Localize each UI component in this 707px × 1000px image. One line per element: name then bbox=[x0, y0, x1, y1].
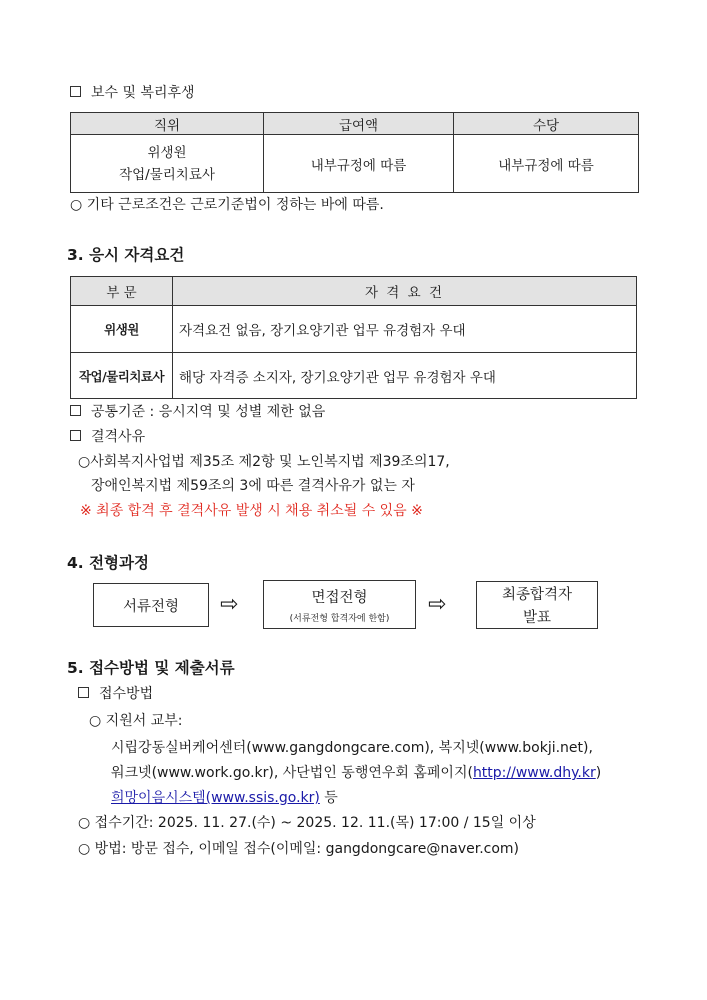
pay-header-position: 직위 bbox=[71, 113, 264, 135]
pay-table bbox=[70, 112, 639, 193]
position-sanitation: 위생원 bbox=[147, 144, 187, 161]
pay-allowance-cell: 내부규정에 따름 bbox=[454, 135, 639, 193]
process-step-interview-note: (서류전형 합격자에 한함) bbox=[289, 613, 390, 624]
pay-heading bbox=[70, 82, 195, 102]
process-step-document bbox=[93, 583, 209, 627]
pay-salary-cell: 내부규정에 따름 bbox=[264, 135, 454, 193]
method-heading bbox=[78, 683, 153, 703]
form-line2-text: 워크넷(www.work.go.kr), 사단법인 동행연우회 홈페이지( bbox=[111, 765, 473, 781]
checkbox-square-icon bbox=[70, 86, 81, 97]
form-line2 bbox=[111, 762, 601, 782]
qual-dept-cell: 위생원 bbox=[71, 306, 173, 353]
method-title: 접수방법 bbox=[99, 686, 154, 702]
pay-heading-text: 보수 및 복리후생 bbox=[91, 85, 195, 101]
form-distribution-title: ○ 지원서 교부: bbox=[89, 713, 183, 729]
form-line3-tail: 등 bbox=[319, 790, 338, 806]
table-row bbox=[71, 306, 637, 353]
common-criteria bbox=[70, 401, 325, 421]
pay-note: ○ 기타 근로조건은 근로기준법이 정하는 바에 따름. bbox=[70, 197, 384, 213]
qual-dept-cell: 작업/물리치료사 bbox=[71, 353, 173, 399]
checkbox-square-icon bbox=[70, 430, 81, 441]
arrow-right-icon: ⇨ bbox=[428, 592, 447, 617]
qual-req-cell: 자격요건 없음, 장기요양기관 업무 유경험자 우대 bbox=[173, 306, 637, 353]
process-step-interview bbox=[263, 580, 416, 629]
pay-header-salary: 급여액 bbox=[264, 113, 454, 135]
process-step-document-label: 서류전형 bbox=[122, 598, 180, 615]
section4-title: 4. 전형과정 bbox=[67, 554, 149, 572]
disqualification-line1: ○사회복지사업법 제35조 제2항 및 노인복지법 제39조의17, bbox=[78, 454, 450, 470]
process-step-final-line1: 최종합격자 bbox=[501, 587, 573, 603]
form-line3 bbox=[111, 787, 338, 807]
table-row bbox=[71, 353, 637, 399]
disqualification-heading bbox=[70, 426, 145, 446]
checkbox-square-icon bbox=[78, 687, 89, 698]
qualification-table bbox=[70, 276, 637, 399]
section3-title: 3. 응시 자격요건 bbox=[67, 246, 185, 264]
disqualification-title: 결격사유 bbox=[91, 429, 146, 445]
position-therapist: 작업/물리치료사 bbox=[119, 166, 215, 183]
application-period: ○ 접수기간: 2025. 11. 27.(수) ~ 2025. 12. 11.(목) 17:00 / 15일 이상 bbox=[78, 815, 536, 831]
arrow-right-icon: ⇨ bbox=[220, 592, 239, 617]
section5-title: 5. 접수방법 및 제출서류 bbox=[67, 659, 235, 677]
process-step-interview-label: 면접전형 bbox=[311, 589, 368, 606]
disqualification-line2: 장애인복지법 제59조의 3에 따른 결격사유가 없는 자 bbox=[91, 478, 415, 494]
form-line1: 시립강동실버케어센터(www.gangdongcare.com), 복지넷(www.bokji.net), bbox=[111, 740, 593, 756]
dhy-link[interactable]: http://www.dhy.kr bbox=[472, 765, 596, 781]
form-line2-close: ) bbox=[595, 765, 602, 781]
process-step-final-line2: 발표 bbox=[522, 610, 551, 626]
process-step-final bbox=[476, 581, 598, 629]
qual-header-req: 자 격 요 건 bbox=[173, 277, 637, 306]
common-criteria-text: 공통기준 : 응시지역 및 성별 제한 없음 bbox=[91, 404, 326, 420]
checkbox-square-icon bbox=[70, 405, 81, 416]
pay-position-cell bbox=[71, 135, 264, 193]
application-method: ○ 방법: 방문 접수, 이메일 접수(이메일: gangdongcare@naver.com) bbox=[78, 841, 520, 857]
ssis-link[interactable]: 희망이음시스템(www.ssis.go.kr) bbox=[111, 790, 320, 806]
qual-header-dept: 부 문 bbox=[71, 277, 173, 306]
qual-req-cell: 해당 자격증 소지자, 장기요양기관 업무 유경험자 우대 bbox=[173, 353, 637, 399]
pay-header-allowance: 수당 bbox=[454, 113, 639, 135]
warning-text: ※ 최종 합격 후 결격사유 발생 시 채용 취소될 수 있음 ※ bbox=[80, 503, 423, 519]
